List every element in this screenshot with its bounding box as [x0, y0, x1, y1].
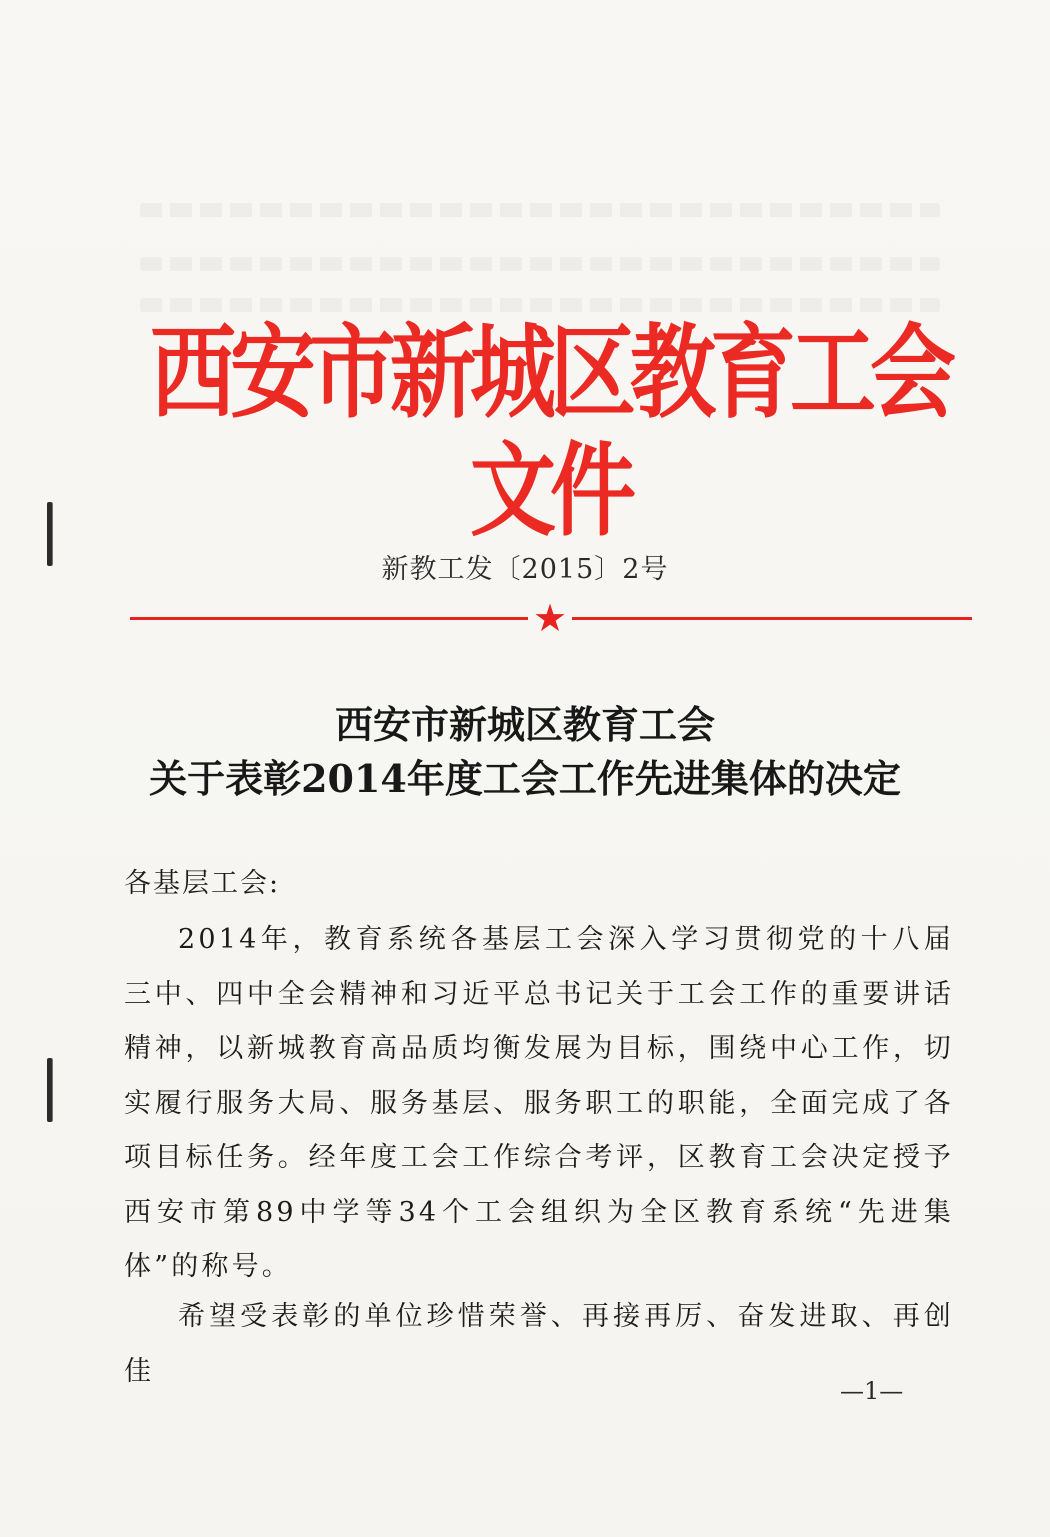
body-paragraph: 希望受表彰的单位珍惜荣誉、再接再厉、奋发进取、再创佳 — [124, 1301, 954, 1387]
red-rule-left — [130, 617, 528, 620]
page-number: —1— — [840, 1377, 904, 1405]
document-number: 新教工发〔2015〕2号 — [381, 554, 669, 585]
document-title-line-2: 关于表彰2014年度工会工作先进集体的决定 — [149, 756, 901, 801]
red-rule-right — [572, 617, 972, 620]
bleed-through-line — [140, 257, 940, 271]
bleed-through-line — [140, 298, 940, 312]
staple-mark — [47, 1058, 52, 1122]
document-title-line-1: 西安市新城区教育工会 — [334, 702, 715, 747]
salutation: 各基层工会: — [124, 868, 281, 899]
body-paragraph: 2014年，教育系统各基层工会深入学习贯彻党的十八届三中、四中全会精神和习近平总书记关于工会工作的重要讲话精神，以新城教育高品质均衡发展为目标，围绕中心工作，切实履行服务大局、服务基层、服务职工的职能，全面完成了各项目标任务。经年度工会工作综合考评，区教育工会决定授予西安市第89中学等34个工会组织为全区教育系统“先进集体”的称号。 — [124, 924, 954, 1282]
star-icon: ★ — [532, 596, 568, 640]
bleed-through-line — [140, 203, 940, 217]
document-masthead: 西安市新城区教育工会文件 — [150, 315, 950, 551]
